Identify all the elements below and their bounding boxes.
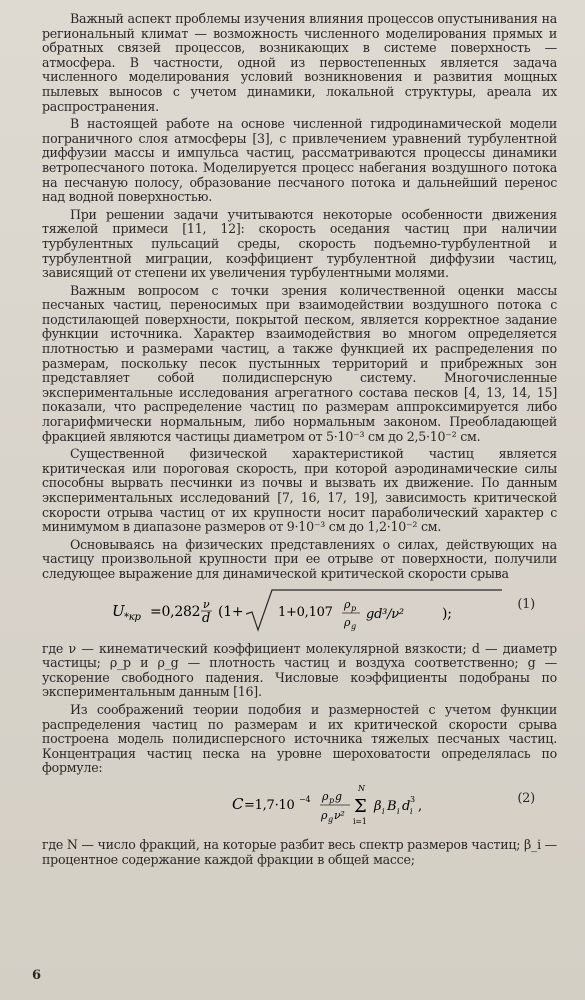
f1-lhs: U (112, 601, 125, 620)
f1-close: ); (442, 605, 452, 622)
page-number: 6 (32, 968, 42, 983)
f2-sigma: Σ (354, 795, 367, 817)
f2-den-tail: ν² (334, 808, 345, 822)
f2-num-sub: p (329, 795, 334, 805)
f1-d: d (202, 610, 211, 626)
f2-term3: d (402, 798, 411, 814)
paragraph-1: Важный аспект проблемы изучения влияния процессов опустынивания на региональный климат — возможность численного моделирования прямых и обратных связей процессов, возникающих в системе поверхность — атмосфера. В частности, одной из первостепенных является задача численного моделирования условий возникновения и развития мощных пылевых выносов с учетом динамики, локальной структуры, ареала их распространения. (42, 11, 557, 114)
paragraph-4: Важным вопросом с точки зрения количественной оценки массы песчаных частиц, переносимых при взаимодействии воздушного потока с подстилающей поверхности, покрытой песком, является корректное задание функции источника. Характер взаимодействия во многом определяется плотностью и размерами частиц, а также функцией их распределения по размерам, поскольку песок пустынных территорий и прибрежных зон представляет собой полидисперсную систему. Многочисленные экспериментальные исследования агрегатного состава песков [4, 13, 14, 15] показали, что распределение частиц по размерам аппроксимируется либо логарифмически нормальным, либо нормальным законом. Преобладающей фракцией являются частицы диаметром от 5·10⁻³ см до 2,5·10⁻² см. (42, 282, 557, 444)
paragraph-2: В настоящей работе на основе численной гидродинамической модели пограничного слоя атмосферы [3], с привлечением уравнений турбулентной диффузии массы и импульса частиц, рассматриваются процессы динамики ветропесчаного потока. Моделируется процесс набегания воздушного потока на песчаную полосу, образование песчаного потока и дальнейший перенос над водной поверхностью. (42, 116, 557, 205)
f1-rho-g-sub: g (351, 621, 356, 631)
paragraph-5: Существенной физической характеристикой частиц является критическая или пороговая скорость, при которой аэродинамические силы способны вырвать песчинки из почвы и вызвать их движение. По данным экспериментальных исследований [7, 16, 17, 19], зависимость критической скорости отрыва частиц от их крупности носит параболический характер с минимумом в диапазоне размеров от 9·10⁻³ см до 1,2·10⁻² см. (42, 446, 557, 535)
f2-exp: −4 (299, 794, 311, 804)
paragraph-3: При решении задачи учитываются некоторые особенности движения тяжелой примеси [11, 12]: скорость оседания частиц при наличии турбулентных пульсаций среды, скорость подъемно-турбулентной и турбулентной миграции, коэффициент турбулентной диффузии частиц, зависящий от степени их увеличения турбулентными молями. (42, 206, 557, 281)
f1-rho-p: ρ (344, 597, 351, 611)
f2-num-g: g (335, 789, 342, 803)
f1-rho-g: ρ (344, 615, 351, 629)
f2-coef: =1,7·10 (244, 797, 295, 813)
f2-sum-bot: i=1 (353, 816, 367, 826)
paragraph-7: где ν — кинематический коэффициент молекулярной вязкости; d — диаметр частицы; ρ_p и ρ_g — плотность частиц и воздуха соответственно; g — ускорение свободного падения. Числовые коэффициенты подобраны по экспериментальным данным [16]. (42, 640, 557, 700)
f2-term3-sup: 3 (410, 794, 415, 804)
f1-lhs-sub: *кр (124, 611, 141, 623)
formula-1-expression (112, 588, 512, 632)
f2-term3-sub: i (410, 806, 413, 816)
f2-sum-top: N (358, 783, 365, 793)
f2-num: ρ (322, 789, 329, 803)
f2-comma: , (418, 798, 422, 814)
paragraph-6: Основываясь на физических представлениях о силах, действующих на частицу произвольной крупности при ее отрыве от поверхности, получили следующее выражение для динамической критической скорости срыва (42, 536, 557, 581)
f1-tail: gd³/ν² (366, 606, 404, 622)
paragraph-9: где N — число фракций, на которые разбит весь спектр размеров частиц; β_i — процентное содержание каждой фракции в общей массе; (42, 836, 557, 867)
paragraph-8: Из соображений теории подобия и размерностей с учетом функции распределения частиц по размерам и их критической скорости срыва построена модель полидисперсного источника тяжелых песчаных частиц. Концентрация частиц песка на уровне шероховатости определялась по формуле: (42, 701, 557, 776)
f2-term2: B (387, 798, 397, 814)
f2-term: β (374, 798, 382, 814)
f2-den: ρ (321, 808, 328, 822)
f2-term-sub: i (382, 806, 385, 816)
f1-inner: 1+0,107 (278, 604, 333, 620)
formula-2-number: (2) (517, 790, 535, 806)
f2-term2-sub: i (397, 806, 400, 816)
formula-1-number: (1) (517, 596, 535, 612)
f1-open: (1+ (218, 603, 244, 620)
f1-coef: =0,282 (150, 603, 201, 620)
formula-2 (42, 780, 557, 830)
formula-2-expression (232, 782, 492, 830)
f1-nu: ν (203, 597, 210, 611)
body-text (42, 12, 557, 870)
f2-lhs: C (232, 794, 244, 813)
f2-den-sub: g (328, 814, 333, 824)
formula-1 (42, 586, 557, 634)
f1-rho-p-sub: p (351, 603, 356, 613)
